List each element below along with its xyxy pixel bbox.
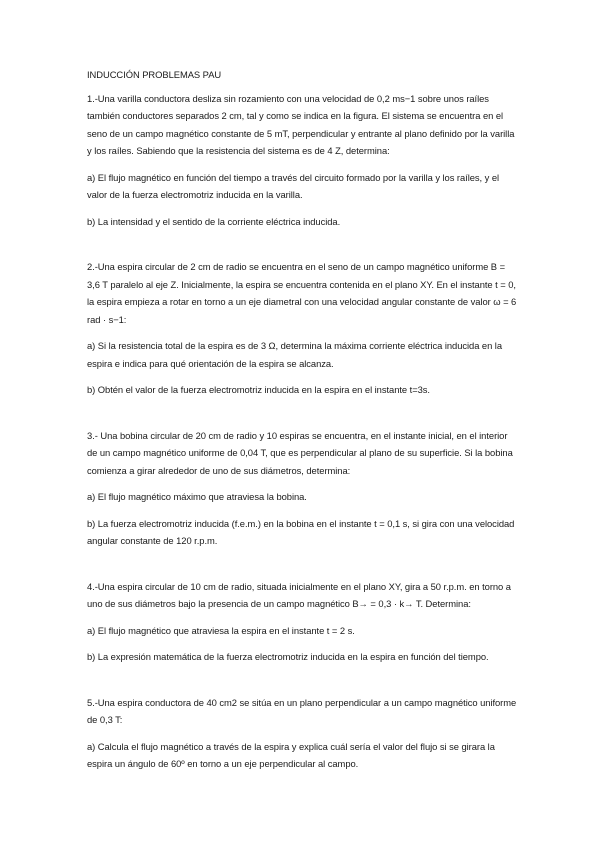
problem-2-part-a: a) Si la resistencia total de la espira es de 3 Ω, determina la máxima corriente eléctrica inducida en la espira e indica para qué orientación de la espira se alcanza. (87, 340, 502, 369)
problem-spacer (87, 239, 519, 258)
problem-4 (87, 578, 519, 666)
problem-2-statement: 2.-Una espira circular de 2 cm de radio se encuentra en el seno de un campo magnético uniforme B = 3,6 T paralelo al eje Z. Inicialmente, la espira se encuentra contenida en el plano XY. En el instante t = 0, la espira empieza a rotar en torno a un eje diametral con una velocidad angular constante de valor ω = 6 rad · s−1: (87, 261, 517, 325)
document-title: INDUCCIÓN PROBLEMAS PAU (87, 69, 222, 80)
problem-3-part-b: b) La fuerza electromotriz inducida (f.e.m.) en la bobina en el instante t = 0,1 s, si gira con una velocidad angular constante de 120 r.p.m. (87, 517, 515, 546)
problem-spacer (87, 559, 519, 578)
problem-1-part-a: a) El flujo magnético en función del tiempo a través del circuito formado por la varilla y los raíles, y el valor de la fuerza electromotriz inducida en la varilla. (87, 171, 500, 200)
problem-4-part-b: b) La expresión matemática de la fuerza electromotriz inducida en la espira en función del tiempo. (87, 651, 489, 662)
problem-3-part-a: a) El flujo magnético máximo que atraviesa la bobina. (87, 491, 307, 502)
problem-3 (87, 427, 519, 550)
problem-2-part-b: b) Obtén el valor de la fuerza electromotriz inducida en la espira en el instante t=3s. (87, 384, 430, 395)
problem-spacer (87, 408, 519, 427)
problem-4-part-a: a) El flujo magnético que atraviesa la espira en el instante t = 2 s. (87, 624, 355, 636)
problem-1 (87, 90, 519, 231)
problem-3-statement: 3.- Una bobina circular de 20 cm de radio y 10 espiras se encuentra, en el instante inicial, en el interior de un campo magnético uniforme de 0,04 T, que es perpendicular al plano de su superficie. Si la bobina comienza a girar alrededor de uno de sus diámetros, determina: (87, 429, 513, 476)
problem-1-part-b: b) La intensidad y el sentido de la corriente eléctrica inducida. (87, 215, 341, 227)
problem-2 (87, 258, 519, 399)
problem-5-statement: 5.-Una espira conductora de 40 cm2 se sitúa en un plano perpendicular a un campo magnético uniforme de 0,3 T: (87, 696, 517, 725)
document-content (87, 66, 519, 782)
problem-5-part-a: a) Calcula el flujo magnético a través de la espira y explica cuál sería el valor del flujo si se girara la espira un ángulo de 60º en torno a un eje perpendicular al campo. (87, 740, 495, 769)
problem-1-statement: 1.-Una varilla conductora desliza sin rozamiento con una velocidad de 0,2 ms−1 sobre unos raíles también conductores separados 2 cm, tal y como se indica en la figura. El sistema se encuentra en el seno de un campo magnético constante de 5 mT, perpendicular y entrante al plano definido por la varilla y los raíles. Sabiendo que la resistencia del sistema es de 4 Z, determina: (87, 92, 515, 156)
problem-spacer (87, 675, 519, 694)
problem-5 (87, 694, 519, 773)
problem-4-statement: 4.-Una espira circular de 10 cm de radio, situada inicialmente en el plano XY, gira a 50 r.p.m. en torno a uno de sus diámetros bajo la presencia de un campo magnético B→ = 0,3 · k→ T. Determina: (87, 580, 511, 609)
